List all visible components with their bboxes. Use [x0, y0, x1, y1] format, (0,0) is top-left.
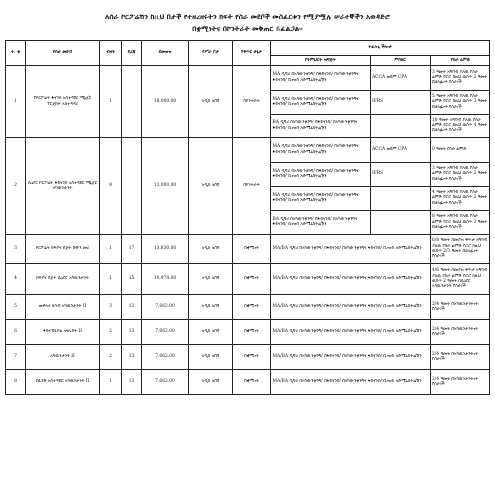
requirement-experience: 4/6 ዓመት በመያዝ ቀጥታ አግባብ ያለዉ የስራ ልምድ የሮሮ ከዚህ ዉስጥ 2 ዓመት በሲኒየር አካዉንታንት የሰራ/ች	[430, 264, 490, 294]
table-row	[6, 295, 490, 320]
row-position: የኮርፖሬት ፋናንስ አስተዳደር ማኔጀር ፐርጀክት አስተዳዳሪ	[26, 66, 100, 138]
table-row	[6, 320, 490, 345]
requirement-certificate	[370, 186, 430, 210]
row-salary: 7,662.00	[142, 345, 189, 370]
requirements-grid	[271, 66, 490, 137]
table-row	[6, 345, 490, 370]
requirement-education: MA/BA ዲግሪ በአካውንቲንግ/ በፋይናንስ/ በአካውንቲንግና ፋይናንስ/ ቢዝነስ አድሚኒስትሬሽን	[272, 246, 422, 252]
row-salary: 7,662.00	[142, 370, 189, 395]
requirement-education: MA ዲግሪ በአካውንቲንግ/ በፋይናንስ/ በአካውንቲንግና ፋይናንስ/ ቢዝነስ አድሚኒስትሬሽን	[271, 162, 370, 186]
requirement-education: MA/BA ዲግሪ በአካውንቲንግ/ በፋይናንስ/ በአካውንቲንግና ፋይናንስ/ ቢዝነስ አድሚኒስትሬሽን	[272, 304, 422, 310]
col-header-location: የሥራ ቦታ	[189, 41, 233, 66]
requirement-education: BA ዲግሪ በአካውንቲንግ/ በፋይናንስ/ በአካውንቲንግና ፋይናንስ/ ቢዝነስ አድሚኒስትሬሽን	[272, 120, 358, 131]
requirements-grid	[271, 235, 490, 263]
col-header-certificate: ምስክር	[370, 56, 430, 65]
table-row	[6, 235, 490, 264]
row-requirements	[271, 235, 490, 264]
row-qty: 1	[100, 264, 122, 295]
row-no: 1	[6, 66, 26, 138]
row-employment: በኮንትራት	[233, 138, 271, 235]
row-grade: 13	[122, 295, 142, 320]
col-header-employment: የቅጥር ሁኔታ	[233, 41, 271, 66]
requirement-education: MA/BA ዲግሪ በአካውንቲንግ/ በፋይናንስ/ በአካውንቲንግና ፋይናንስ/ ቢዝነስ አድሚኒስትሬሽን	[272, 329, 422, 335]
requirement-experience: 2/4 ዓመት በአካዉንታንትነት የሰራ/ች	[430, 345, 490, 369]
requirement-education: MA/BA ዲግሪ በአካውንቲንግ/ በፋይናንስ/ በአካውንቲንግና ፋይናንስ/ ቢዝነስ አድሚኒስትሬሽን	[272, 354, 422, 360]
row-no: 7	[6, 345, 26, 370]
requirement-education: MA/BA ዲግሪ በአካውንቲንግ/ በፋይናንስ/ በአካውንቲንግና ፋይናንስ/ ቢዝነስ አድሚኒስትሬሽን	[272, 379, 422, 385]
requirements-grid	[271, 295, 490, 319]
requirements-subheader-grid	[271, 56, 490, 65]
col-header-position: የስራ መደብ	[26, 41, 100, 66]
requirement-education: MA/BA ዲግሪ በአካውንቲንግ/ በፋይናንስ/ በአካውንቲንግና ፋይናንስ/ ቢዝነስ አድሚኒስትሬሽን	[272, 276, 422, 282]
row-employment: በኮንትራት	[233, 66, 271, 138]
row-salary: 13,830.00	[142, 235, 189, 264]
requirement-education: MA ዲግሪ በአካውንቲንግ/ በፋይናንስ/ በአካውንቲንግና ፋይናንስ/ ቢዝነስ አድሚኒስትሬሽን	[271, 186, 370, 210]
requirements-grid	[271, 345, 490, 369]
requirement-certificate	[370, 210, 430, 234]
row-no: 3	[6, 235, 26, 264]
row-requirements	[271, 138, 490, 235]
col-header-qty: ብዛት	[100, 41, 122, 66]
requirements-grid	[271, 370, 490, 394]
row-qty: 8	[100, 138, 122, 235]
row-location: አዲስ አበባ	[189, 345, 233, 370]
requirement-experience: 0 ዓመት የስራ ልምድ	[430, 138, 490, 162]
row-employment: በቋሚነት	[233, 345, 271, 370]
row-no: 8	[6, 370, 26, 395]
row-employment: በቋሚነት	[233, 264, 271, 295]
row-qty: 2	[100, 320, 122, 345]
row-no: 4	[6, 264, 26, 295]
row-no: 6	[6, 320, 26, 345]
col-header-grade: ደረጃ	[122, 41, 142, 66]
requirement-experience: 4 ዓመት አግባብ ያለዉ የስራ ልምድ የሮሮ ከዚህ ዉስጥ 2 ዓመት በኃላፊነት የሰራ/ች	[430, 186, 490, 210]
row-location: አዲስ አበባ	[189, 138, 233, 235]
row-qty: 2	[100, 345, 122, 370]
row-employment: በቋሚነት	[233, 295, 271, 320]
row-employment: በቋሚነት	[233, 320, 271, 345]
requirement-certificate: IFRS	[370, 90, 430, 114]
row-position: ሲኒየር ኮርፖሬት ፋይናንስ አስተዳደር ማኔጀር አካዉንታንት	[26, 138, 100, 235]
row-location: አዲስ አበባ	[189, 320, 233, 345]
requirements-subheader	[271, 56, 490, 66]
row-location: አዲስ አበባ	[189, 66, 233, 138]
requirements-grid	[271, 264, 490, 294]
row-location: አዲስ አበባ	[189, 264, 233, 295]
row-position: የፈንድ አስተዳደር አካዉንታንት II	[26, 370, 100, 395]
row-qty: 3	[100, 295, 122, 320]
requirement-experience: 2/4 ዓመት በአካዉንታንትነት የሰራ/ች	[430, 320, 490, 344]
row-position: ፋይናንሺያል አናሊስት II	[26, 320, 100, 345]
row-grade: 15	[122, 264, 142, 295]
row-requirements	[271, 264, 490, 295]
table-row	[6, 66, 490, 138]
requirement-education: BA ዲግሪ በአካውንቲንግ/ በፋይናንስ/ በአካውንቲንግና ፋይናንስ/ ቢዝነስ አድሚኒስትሬሽን	[272, 216, 358, 228]
requirement-education: MA ዲግሪ በአካውንቲንግ/ በፋይናንስ/ በአካውንቲንግና ፋይናንስ/ ቢዝነስ አድሚኒስትሬሽን	[271, 138, 370, 162]
row-requirements	[271, 295, 490, 320]
row-no: 5	[6, 295, 26, 320]
requirement-certificate: ACCA ወይም CPA	[370, 66, 430, 90]
row-position: ኮርፖሬት ክፍያና በጀት ቡድን መሪ	[26, 235, 100, 264]
row-salary: 13,000.00	[142, 138, 189, 235]
table-row	[6, 264, 490, 295]
row-grade: 13	[122, 370, 142, 395]
row-location: አዲስ አበባ	[189, 370, 233, 395]
row-requirements	[271, 66, 490, 138]
col-header-salary: ደመወዝ	[142, 41, 189, 66]
requirement-education: MA ዲግሪ በአካውንቲንግ/ በፋይናንስ/ በአካውንቲንግና ፋይናንስ/ ቢዝነስ አድሚኒስትሬሽን	[271, 90, 370, 114]
row-position: ጠቅላላ ሂሳብ አካዉንታንት II	[26, 295, 100, 320]
row-salary: 7,662.00	[142, 320, 189, 345]
table-row	[6, 138, 490, 235]
row-grade: 13	[122, 320, 142, 345]
requirements-grid	[271, 138, 490, 234]
row-grade: 17	[122, 235, 142, 264]
row-grade	[122, 66, 142, 138]
row-salary: 10,974.00	[142, 264, 189, 295]
row-requirements	[271, 345, 490, 370]
row-grade	[122, 138, 142, 235]
row-qty: 1	[100, 66, 122, 138]
row-qty: 1	[100, 370, 122, 395]
requirement-certificate	[370, 114, 430, 137]
requirement-certificate: ACCA ወይም CPA	[370, 138, 430, 162]
col-header-no: ተ. ቁ	[6, 41, 26, 66]
requirement-experience: 3 ዓመት አግባብ ያለዉ የስራ ልምድ የሮሮ ከዚህ ዉስጥ 2 ዓመት በኃላፊነት የሰራ/ች	[430, 66, 490, 90]
row-salary: 18,000.00	[142, 66, 189, 138]
requirement-experience: 6/8 ዓመት በመያዝ ቀጥታ አግባብ ያለዉ የስራ ልምድ የሮሮ ከዚህ ዉስጥ 2/3 ዓመት በኃላፊነት የሰራ/ች	[430, 235, 490, 263]
row-requirements	[271, 320, 490, 345]
row-no: 2	[6, 138, 26, 235]
requirement-certificate: IFRS	[370, 162, 430, 186]
row-location: አዲስ አበባ	[189, 295, 233, 320]
requirement-experience: 5 ዓመት አግባብ ያለዉ የስራ ልምድ የሮሮ ከዚህ ዉስጥ 3 ዓመት በኃላፊነት የሰራ/ች	[430, 90, 490, 114]
row-position: ክፍያና በጀት ሲኒየር አካዉንታንት	[26, 264, 100, 295]
requirement-experience: 10 ዓመት አግባብ ያለዉ የስራ ልምድ የሮሮ ከዚህ ዉስጥ 4 ዓመት በኃላፊነት የሰራ/ች	[430, 114, 490, 137]
row-employment: በቋሚነት	[233, 370, 271, 395]
vacancy-table	[5, 40, 490, 395]
requirement-experience: 2/4 ዓመት በአካዉንታንትነት የሰራ/ች	[430, 295, 490, 319]
row-grade: 13	[122, 345, 142, 370]
col-header-requirements: ተፈላጊ ችሎታ	[271, 41, 490, 56]
row-salary: 7,662.00	[142, 295, 189, 320]
requirements-grid	[271, 320, 490, 344]
row-location: አዲስ አበባ	[189, 235, 233, 264]
announcement-title: ለሰራ ኮርፖሬሽን ከዚህ በታች የተዘረዘሩትን ክፍት የስራ መደቦች መስፈርቱን የሚያሟሉ ሠራተኞችን አወዳድሮ	[105, 12, 390, 21]
announcement-subtitle: በቋሚነትና በኮንትራት መቅጠር ይፈልጋል፡፡	[192, 24, 303, 33]
row-qty: 1	[100, 235, 122, 264]
row-requirements	[271, 370, 490, 395]
table-row	[6, 370, 490, 395]
requirement-experience: 2/4 ዓመት በአካዉንታንትነት የሰራ/ች	[430, 370, 490, 394]
requirement-experience: 8 ዓመት አግባብ ያለዉ የስራ ልምድ የሮሮ ከዚህ ዉስጥ 3 ዓመት በኃላፊነት የሰራ/ች	[430, 210, 490, 234]
requirement-education: MA ዲግሪ በአካውንቲንግ/ በፋይናንስ/ በአካውንቲንግና ፋይናንስ/ ቢዝነስ አድሚኒስትሬሽን	[271, 66, 370, 90]
row-employment: በቋሚነት	[233, 235, 271, 264]
col-header-experience: የስራ ልምድ	[430, 56, 490, 65]
col-header-education: የትምህርት ዝግጅት	[304, 57, 336, 63]
row-position: አካዉንታንት II	[26, 345, 100, 370]
requirement-experience: 3 ዓመት አግባብ ያለዉ የስራ ልምድ የሮሮ ከዚህ ዉስጥ 2 ዓመት በኃላፊነት የሰራ/ች	[430, 162, 490, 186]
